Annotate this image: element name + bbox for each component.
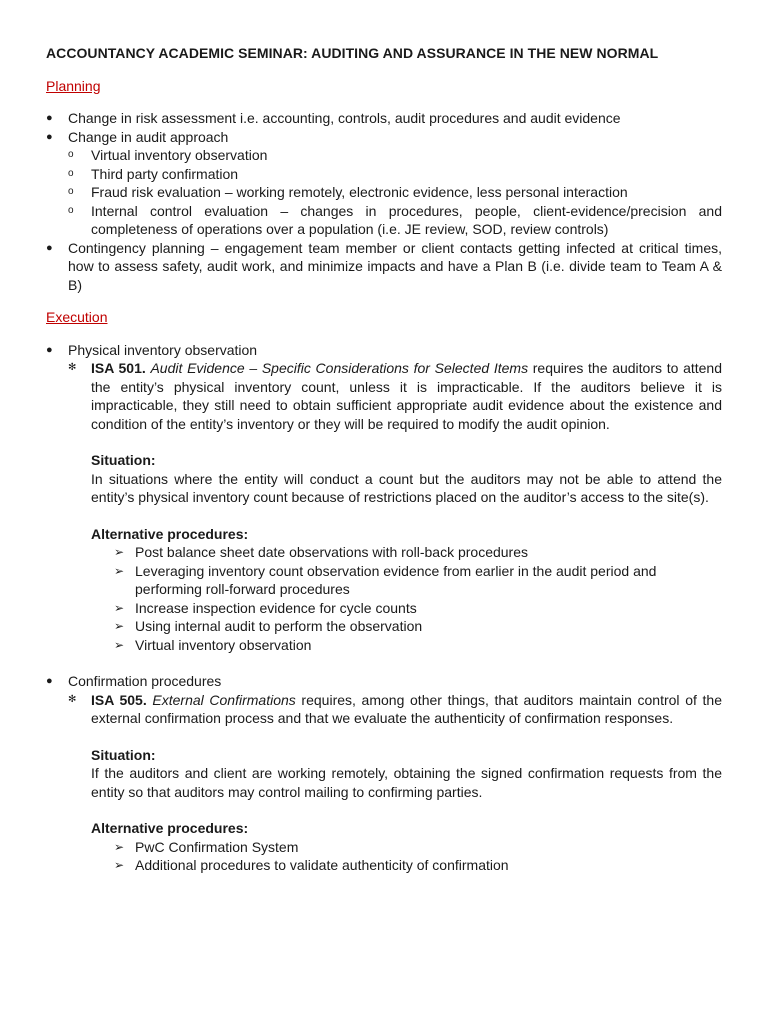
alternative-procedures-list <box>46 543 722 654</box>
bullet-icon: ● <box>46 241 53 254</box>
situation-text: If the auditors and client are working remotely, obtaining the signed confirmation requests from the entity so that auditors may control mailing to confirming parties. <box>91 765 722 800</box>
circle-bullet-icon: o <box>68 204 74 216</box>
bullet-icon: ● <box>46 675 53 687</box>
isa-code: ISA 505. <box>91 691 147 708</box>
arrow-bullet-icon: ➢ <box>114 839 125 854</box>
document-title: ACCOUNTANCY ACADEMIC SEMINAR: AUDITING AND ASSURANCE IN THE NEW NORMAL <box>46 45 659 61</box>
list-item: ➢ Leveraging inventory count observation evidence from earlier in the audit period and performing roll-forward procedures <box>114 562 657 597</box>
list-item: ➢ Virtual inventory observation <box>114 636 312 653</box>
list-item: ● Contingency planning – engagement team member or client contacts getting infected at critical times, how to assess safety, audit work, and minimize impacts and have a Plan B (i.e. divide team to Team A & B) <box>46 239 722 293</box>
arrow-bullet-icon: ➢ <box>114 563 125 578</box>
list-item: ➢ Increase inspection evidence for cycle counts <box>114 599 417 616</box>
alternative-procedures-list <box>46 838 722 875</box>
arrow-bullet-icon: ➢ <box>114 858 125 872</box>
isa-505-paragraph: ✻ ISA 505. External Confirmations requires, among other things, that auditors maintain control of the external confirmation process and that we evaluate the authenticity of confirmation responses. <box>68 691 722 726</box>
planning-list-contingency <box>46 239 722 295</box>
sublist-item: o Fraud risk evaluation – working remotely, electronic evidence, less personal interaction <box>68 184 628 200</box>
arrow-bullet-icon: ➢ <box>114 637 125 652</box>
list-item: ➢ Using internal audit to perform the observation <box>114 618 423 634</box>
circle-bullet-icon: o <box>68 149 74 160</box>
arrow-bullet-icon: ➢ <box>114 619 125 633</box>
alternative-procedures-label: Alternative procedures: <box>91 820 249 836</box>
list-item: ● Change in risk assessment i.e. accounting, controls, audit procedures and audit evidence <box>46 110 621 126</box>
alternative-procedures-label: Alternative procedures: <box>91 525 249 542</box>
situation-label: Situation: <box>91 452 156 468</box>
arrow-bullet-icon: ➢ <box>114 545 125 559</box>
execution-list-inventory <box>46 341 722 360</box>
list-item: ● Physical inventory observation <box>46 341 258 358</box>
list-item: ● Change in audit approach <box>46 128 229 145</box>
sublist-item: o Virtual inventory observation <box>68 147 268 163</box>
situation-label: Situation: <box>91 746 156 763</box>
isa-title: Audit Evidence – Specific Considerations for Selected Items <box>150 360 529 376</box>
bullet-icon: ● <box>46 130 53 143</box>
situation-text: In situations where the entity will conduct a count but the auditors may not be able to attend the entity’s physical inventory count because of restrictions placed on the auditor’s access to the site(s). <box>91 470 722 505</box>
list-item: ➢ Additional procedures to validate authenticity of confirmation <box>114 857 509 873</box>
list-item: ➢ PwC Confirmation System <box>114 838 299 855</box>
section-heading-planning: Planning <box>46 77 101 94</box>
planning-list <box>46 109 722 146</box>
section-heading-execution: Execution <box>46 309 108 325</box>
execution-list-confirmation <box>46 672 722 691</box>
bullet-icon: ● <box>46 343 53 356</box>
audit-approach-sublist <box>46 146 722 239</box>
asterisk-bullet-icon: ✻ <box>68 362 77 373</box>
circle-bullet-icon: o <box>68 186 74 197</box>
asterisk-bullet-icon: ✻ <box>68 693 77 705</box>
arrow-bullet-icon: ➢ <box>114 600 125 615</box>
isa-title: External Confirmations <box>152 691 296 708</box>
list-item: ● Confirmation procedures <box>46 673 222 689</box>
bullet-icon: ● <box>46 112 53 124</box>
isa-code: ISA 501. <box>91 360 146 376</box>
list-item: ➢ Post balance sheet date observations with roll-back procedures <box>114 544 528 560</box>
circle-bullet-icon: o <box>68 167 74 179</box>
isa-501-paragraph: ✻ ISA 501. Audit Evidence – Specific Considerations for Selected Items requires the auditors to attend the entity’s physical inventory count, unless it is impracticable. If the auditors believe it is impracticable, they still need to obtain sufficient appropriate audit evidence about the existence and condition of the entity’s inventory or they will be required to modify the audit opinion. <box>68 360 722 432</box>
sublist-item: o Third party confirmation <box>68 165 239 182</box>
sublist-item: o Internal control evaluation – changes in procedures, people, client-evidence/precision and completeness of operations over a population (i.e. JE review, SOD, review controls) <box>68 202 722 237</box>
